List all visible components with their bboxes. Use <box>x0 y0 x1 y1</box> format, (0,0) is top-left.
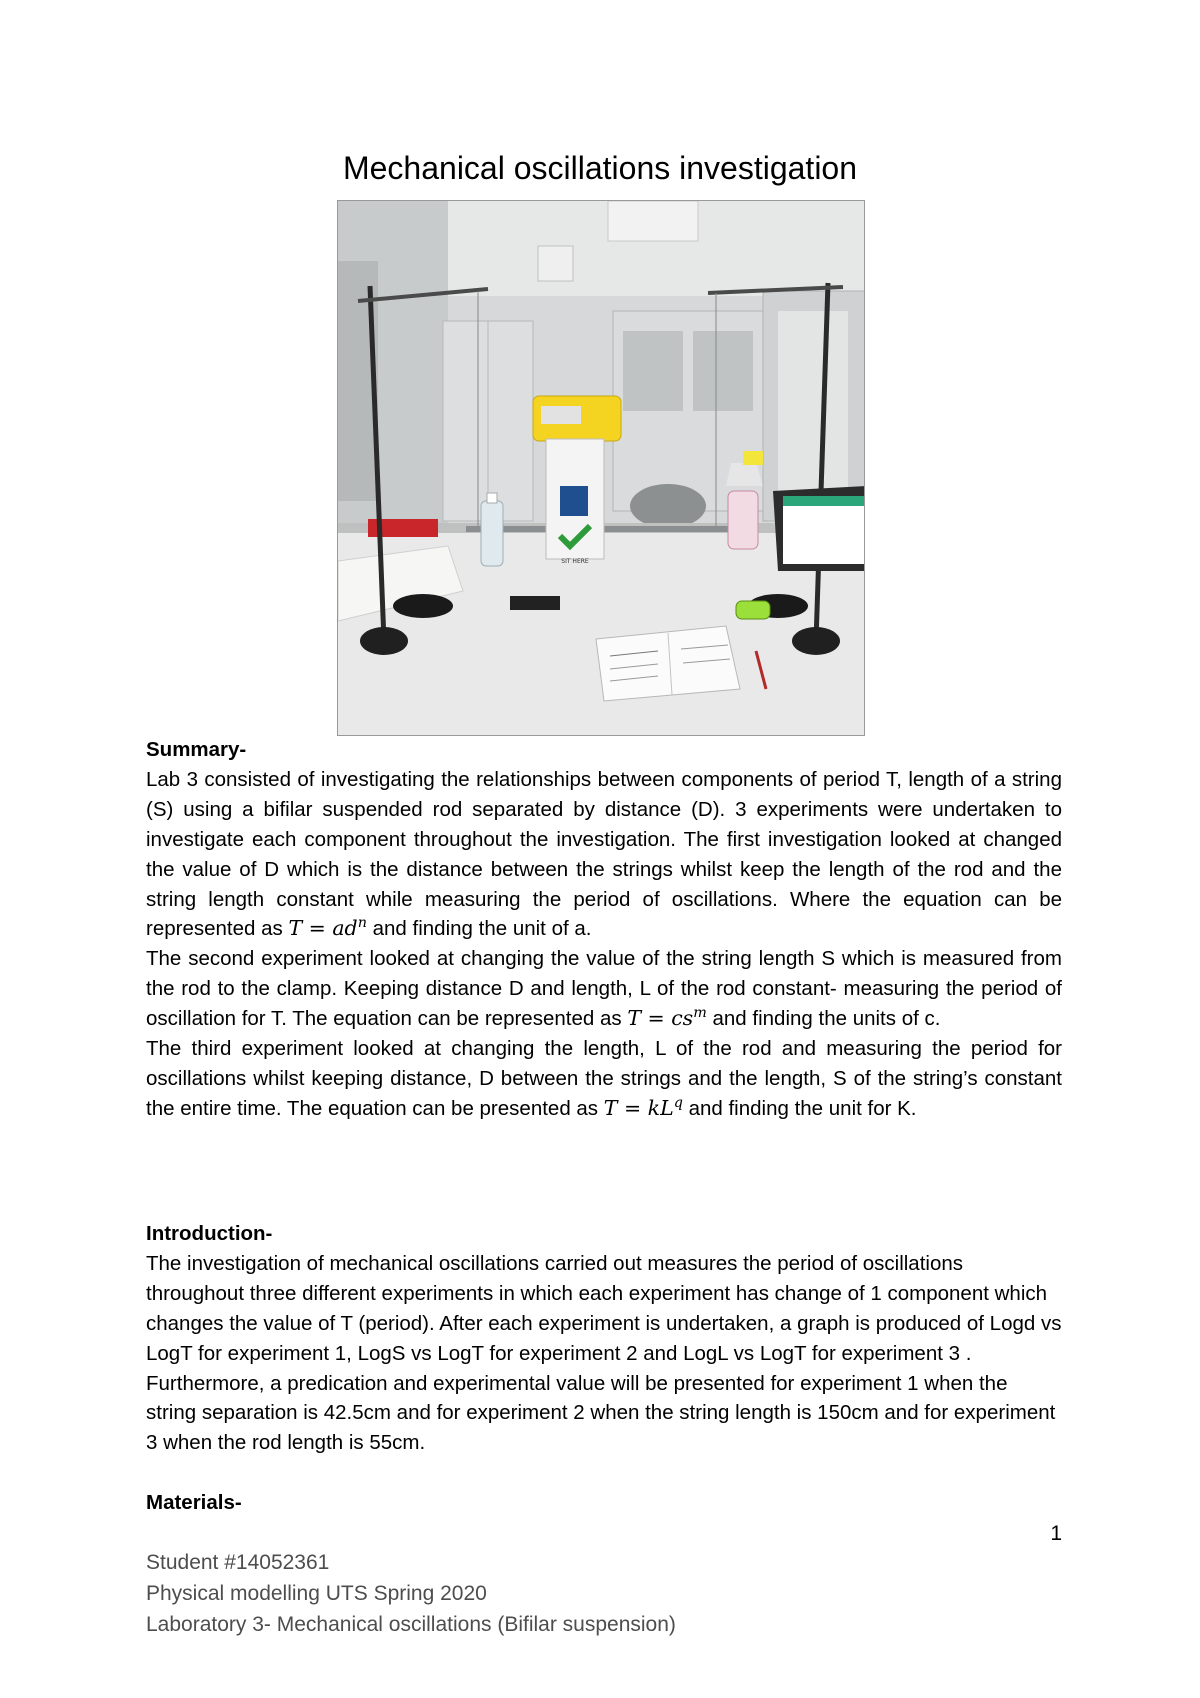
introduction-heading: Introduction- <box>146 1222 273 1245</box>
equation-2 <box>627 1006 707 1030</box>
materials-section <box>146 1488 1062 1518</box>
equation-1 <box>288 916 366 940</box>
summary-p3-text: The third experiment looked at changing the length, L of the rod and measuring the period for oscillations whilst keeping distance, D between the strings and the length, S of the string’s constant the entire time. The equation can be presented as <box>146 1037 1062 1120</box>
summary-paragraph-2 <box>146 944 1062 1034</box>
lab-setup-photo <box>337 200 865 736</box>
summary-paragraph-3 <box>146 1034 1062 1124</box>
equation-2-exponent: m <box>693 1005 707 1022</box>
footer-lab-title: Laboratory 3- Mechanical oscillations (Bifilar suspension) <box>146 1613 676 1636</box>
equation-3-exponent: q <box>673 1095 683 1112</box>
summary-p1-text: Lab 3 consisted of investigating the relationships between components of period T, length of a string (S) using a bifilar suspended rod separated by distance (D). 3 experiments were undertaken to investigate each component throughout the investigation. The first investigation looked at changed the value of D which is the distance between the strings whilst keep the length of the rod and the string length constant while measuring the period of oscillations. Where the equation can be represented as <box>146 767 1062 941</box>
summary-paragraph-1 <box>146 765 1062 944</box>
footer-student-id: Student #14052361 <box>146 1551 330 1574</box>
summary-section <box>146 735 1062 1124</box>
summary-p1-end: and finding the unit of a. <box>366 917 592 941</box>
introduction-section <box>146 1219 1062 1458</box>
summary-p2-end: and finding the units of c. <box>706 1007 941 1031</box>
equation-1-base: T = ad <box>288 916 358 941</box>
footer-course: Physical modelling UTS Spring 2020 <box>146 1582 487 1605</box>
page-number: 1 <box>1050 1522 1062 1545</box>
summary-p2-text: The second experiment looked at changing the value of the string length S which is measured from the rod to the clamp. Keeping distance D and length, L of the rod constant- measuring the period of oscillation for T. The equation can be represented as <box>146 947 1062 1031</box>
lab-photo-image <box>338 201 865 736</box>
summary-p3-end: and finding the unit for K. <box>682 1096 917 1120</box>
equation-3 <box>604 1096 683 1120</box>
equation-1-exponent: n <box>357 915 367 932</box>
materials-heading: Materials- <box>146 1491 242 1514</box>
outlet-label: SIT HERE <box>561 558 589 565</box>
equation-3-base: T = kL <box>603 1095 674 1120</box>
introduction-paragraph: The investigation of mechanical oscillations carried out measures the period of oscillations throughout three different experiments in which each experiment has change of 1 component which changes the value of T (period). After each experiment is undertaken, a graph is produced of Logd vs LogT for experiment 1, LogS vs LogT for experiment 2 and LogL vs LogT for experiment 3 . Furthermore, a predication and experimental value will be presented for experiment 1 when the string separation is 42.5cm and for experiment 2 when the string length is 150cm and for experiment 3 when the rod length is 55cm. <box>146 1251 1062 1455</box>
document-title: Mechanical oscillations investigation <box>342 150 858 186</box>
page-footer <box>146 1547 946 1640</box>
summary-heading: Summary- <box>146 738 247 761</box>
equation-2-base: T = cs <box>627 1006 694 1031</box>
